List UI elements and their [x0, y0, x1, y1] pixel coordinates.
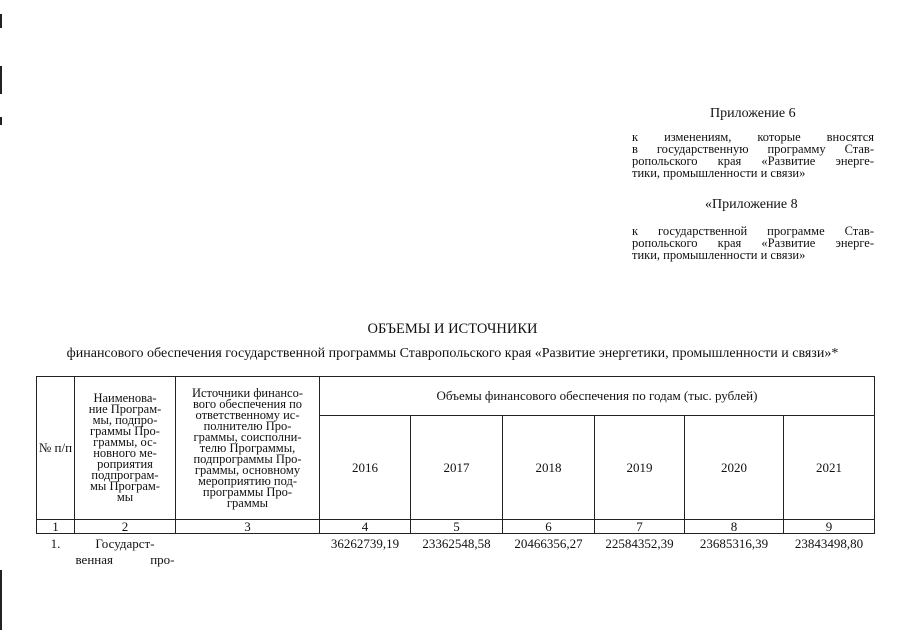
- header-sources-line: ответственному ис-: [195, 407, 300, 422]
- appendix-8-line: ропольского края «Развитие энерге-: [632, 236, 874, 250]
- row-value-2021: 23843498,80: [794, 536, 864, 551]
- page-edge-mark-4: [0, 570, 2, 630]
- header-sources-line: программы Про-: [202, 484, 293, 499]
- header-year: 2019: [595, 416, 685, 520]
- header-sources-line: полнителю Про-: [203, 418, 292, 433]
- page-edge-mark-3: [0, 117, 2, 125]
- header-name-line: Наименова-: [93, 391, 157, 405]
- header-name-line: роприятия: [97, 457, 153, 471]
- header-year: 2018: [503, 416, 595, 520]
- header-sources-line: граммы, соисполни-: [193, 429, 302, 444]
- appendix-8-line: тики, промышленности и связи»: [632, 248, 806, 262]
- column-number: 4: [320, 520, 411, 534]
- row-value-2019: 22584352,39: [605, 536, 674, 551]
- row-name-line: венная про-: [75, 552, 175, 567]
- document-title: ОБЪЕМЫ И ИСТОЧНИКИ: [367, 321, 538, 337]
- header-sources-line: граммы, основному: [194, 462, 301, 477]
- column-number: 7: [595, 520, 685, 534]
- header-volumes-by-year: Объемы финансового обеспечения по годам (тыс. рублей): [320, 377, 875, 416]
- column-number: 1: [37, 520, 75, 534]
- column-number: 9: [784, 520, 875, 534]
- row-source: [176, 534, 320, 577]
- row-value-2020: 23685316,39: [699, 536, 769, 551]
- header-name-line: подпрограм-: [91, 468, 159, 482]
- document-subtitle: финансового обеспечения государственной программы Ставропольского края «Развитие энергетики, промышленности и связи»*: [66, 346, 839, 361]
- column-number: 5: [411, 520, 503, 534]
- appendix-6-line: ропольского края «Развитие энерге-: [632, 154, 874, 168]
- row-number: 1.: [50, 536, 61, 551]
- column-number: 6: [503, 520, 595, 534]
- row-name: [75, 534, 176, 577]
- financing-table: [36, 376, 875, 576]
- page-edge-mark-1: [0, 14, 2, 28]
- row-value-2017: 23362548,58: [422, 536, 491, 551]
- appendix-6-title: Приложение 6: [710, 106, 796, 121]
- header-sources-line: телю Программы,: [199, 440, 296, 455]
- header-year: 2021: [784, 416, 875, 520]
- header-year: 2020: [685, 416, 784, 520]
- appendix-6-line: в государственную программу Став-: [632, 142, 874, 156]
- appendix-6-line: тики, промышленности и связи»: [632, 166, 806, 180]
- header-name-line: мы: [116, 490, 134, 504]
- header-name-line: новного ме-: [93, 446, 157, 460]
- column-number: 2: [75, 520, 176, 534]
- header-name-line: граммы, ос-: [93, 435, 157, 449]
- appendix-8-text: [632, 225, 874, 261]
- appendix-8-title: «Приложение 8: [705, 197, 798, 212]
- row-value-2018: 20466356,27: [514, 536, 583, 551]
- header-name-line: ние Програм-: [88, 402, 162, 416]
- appendix-8-line: к государственной программе Став-: [632, 224, 874, 238]
- header-name-line: мы, подпро-: [92, 413, 158, 427]
- header-name: [75, 377, 176, 520]
- header-sources-line: подпрограммы Про-: [193, 451, 302, 466]
- header-number: № п/п: [37, 377, 75, 520]
- page-edge-mark-2: [0, 66, 2, 94]
- appendix-6-line: к изменениям, которые вносятся: [632, 130, 874, 144]
- header-sources-line: вого обеспечения по: [192, 396, 303, 411]
- row-value-2016: 36262739,19: [330, 536, 400, 551]
- table-row: [37, 534, 875, 577]
- header-sources: [176, 377, 320, 520]
- header-year: 2017: [411, 416, 503, 520]
- column-number: 3: [176, 520, 320, 534]
- appendix-6-text: [632, 131, 874, 179]
- header-sources-line: Источники финансо-: [191, 385, 304, 400]
- header-year: 2016: [320, 416, 411, 520]
- row-name-line: Государст-: [95, 536, 155, 551]
- header-name-line: граммы Про-: [90, 424, 160, 438]
- header-sources-line: граммы: [226, 495, 269, 510]
- column-number: 8: [685, 520, 784, 534]
- header-name-line: мы Програм-: [90, 479, 160, 493]
- header-sources-line: мероприятию под-: [197, 473, 298, 488]
